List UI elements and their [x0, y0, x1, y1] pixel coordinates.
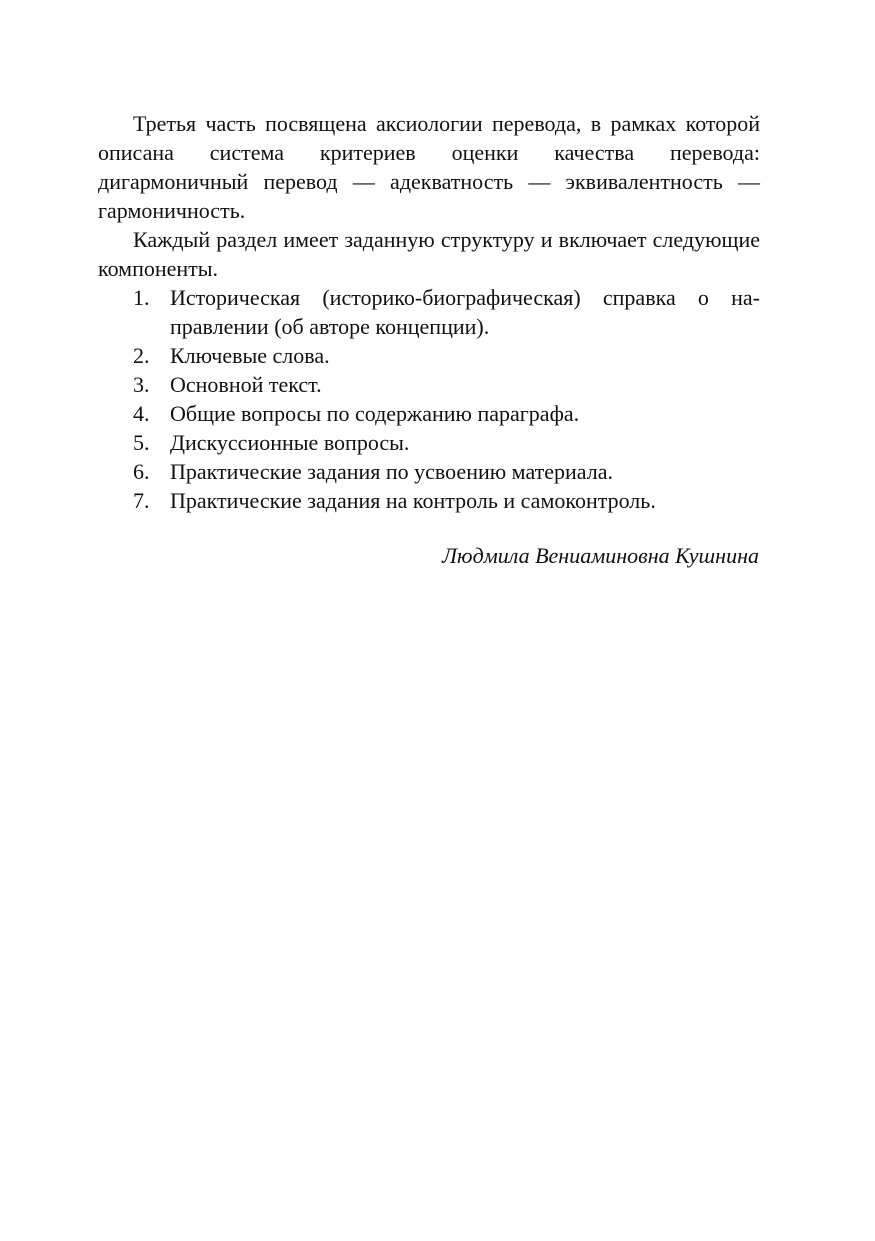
list-item-text: Дискуссионные вопросы.: [170, 430, 410, 455]
list-item-text: Основной текст.: [170, 372, 322, 397]
list-item-number: 5.: [133, 430, 150, 455]
list-item-number: 2.: [133, 343, 150, 368]
list-item-number: 1.: [133, 285, 150, 310]
list-item-text: Практические задания по усвоению материала.: [170, 459, 613, 484]
list-item-number: 4.: [133, 401, 150, 426]
list-item-text: Общие вопросы по содержанию параграфа.: [170, 401, 580, 426]
list-item: [98, 341, 760, 370]
paragraph-axiology: Третья часть посвящена аксиологии перевода, в рамках которой описана система критериев оценки качества перевода: дигармоничный перевод — адекватность — эквивалентность — гармоничность.: [98, 111, 760, 223]
list-item: [98, 428, 760, 457]
list-item-number: 3.: [133, 372, 150, 397]
body-text: [98, 109, 760, 515]
list-item-text: Ключевые слова.: [170, 343, 330, 368]
list-item: [98, 486, 760, 515]
list-item-number: 7.: [133, 488, 150, 513]
paragraph-structure: Каждый раздел имеет заданную структуру и включает следующие компоненты.: [98, 227, 760, 281]
list-item-text: Историческая (историко-биографическая) справка о направлении (об авторе концепции).: [170, 285, 760, 339]
list-item: [98, 399, 760, 428]
list-item: [98, 283, 760, 341]
list-item: [98, 370, 760, 399]
list-item-number: 6.: [133, 459, 150, 484]
components-list: [98, 283, 760, 515]
list-item-text: Практические задания на контроль и самоконтроль.: [170, 488, 656, 513]
author-signature: Людмила Вениаминовна Кушнина: [442, 543, 759, 568]
list-item: [98, 457, 760, 486]
